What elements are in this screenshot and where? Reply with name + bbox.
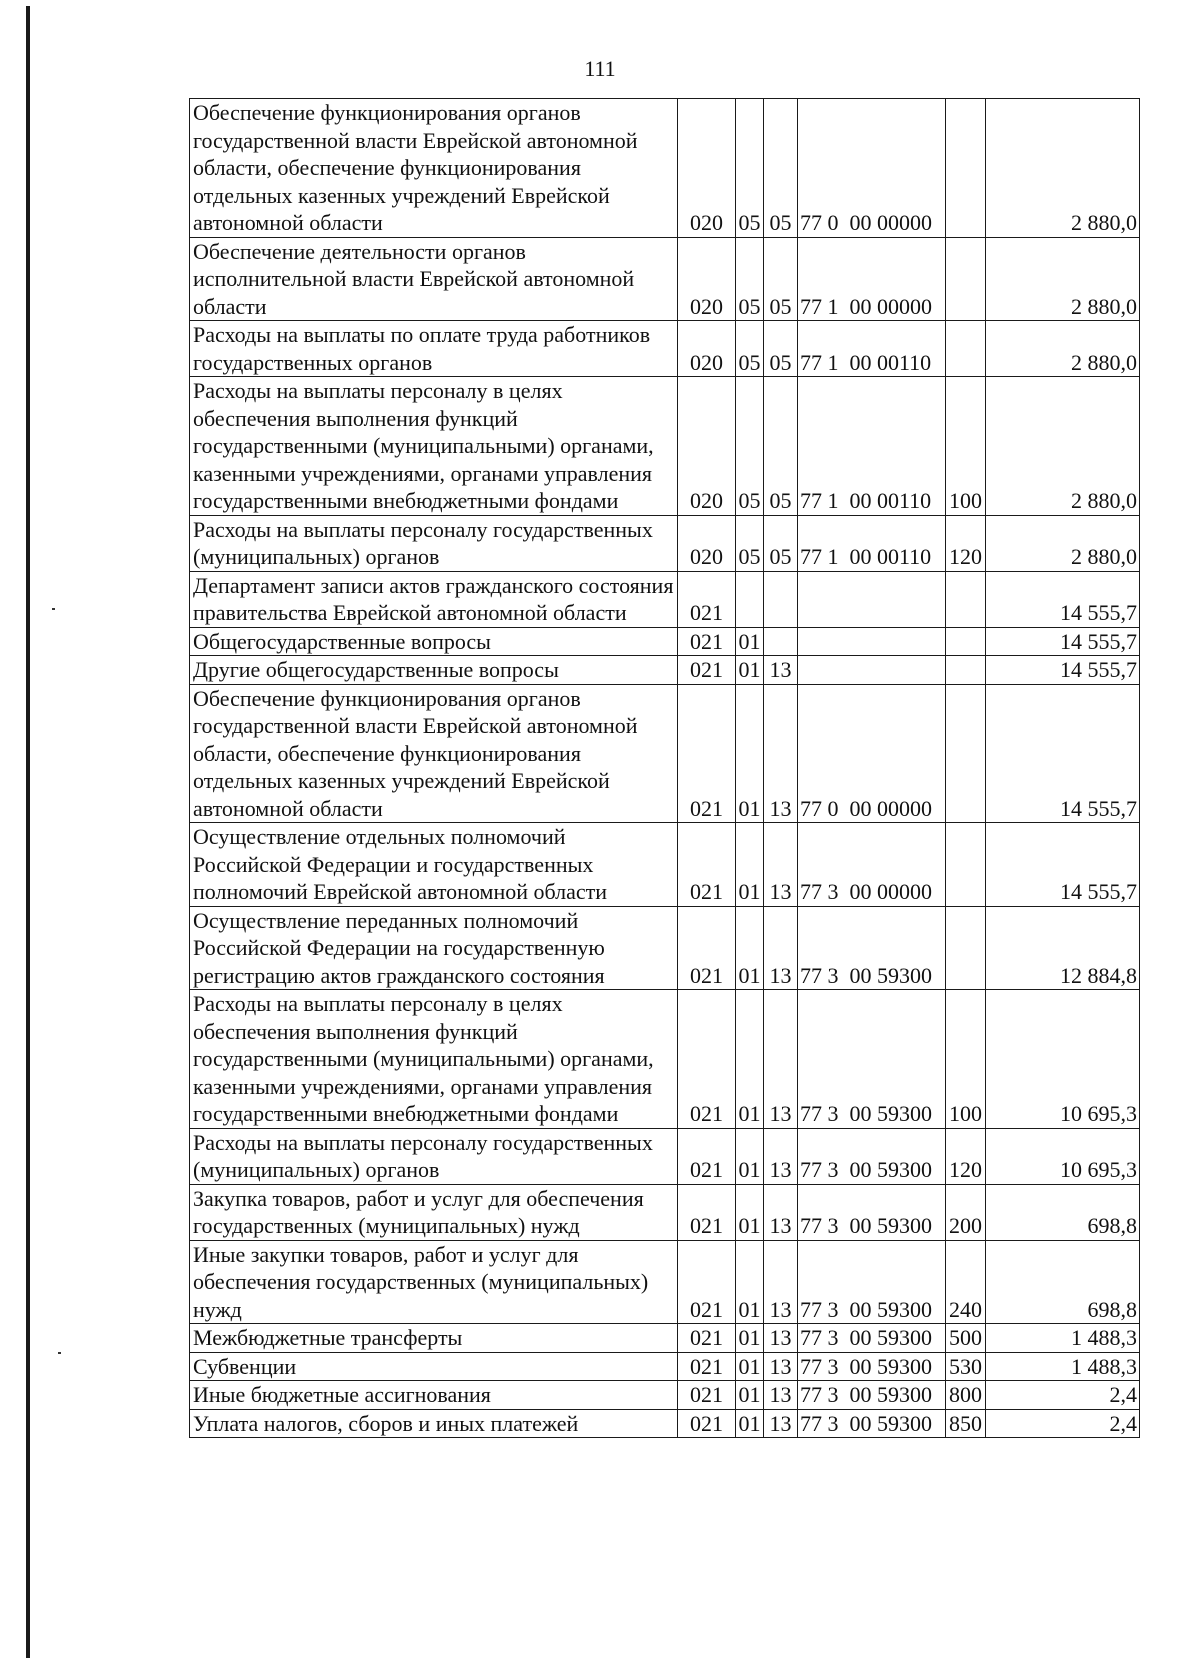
target-article-cell: 77 3 00 59300 bbox=[798, 1409, 946, 1438]
expense-type-cell bbox=[946, 627, 986, 656]
section-code-cell: 01 bbox=[736, 684, 764, 823]
row-name-cell: Обеспечение функционирования органов государственной власти Еврейской автономной области, обеспечение функционирования отдельных казенных учреждений Еврейской автономной области bbox=[190, 684, 678, 823]
expense-type-cell: 120 bbox=[946, 1128, 986, 1184]
subsection-code-cell: 05 bbox=[764, 99, 798, 238]
expense-type-cell bbox=[946, 99, 986, 238]
target-article-cell: 77 0 00 00000 bbox=[798, 684, 946, 823]
target-article-cell: 77 3 00 59300 bbox=[798, 1381, 946, 1410]
table-row bbox=[190, 1324, 1140, 1353]
subsection-code-cell: 13 bbox=[764, 656, 798, 685]
row-name-cell: Другие общегосударственные вопросы bbox=[190, 656, 678, 685]
budget-table-body bbox=[190, 99, 1140, 1438]
amount-cell: 14 555,7 bbox=[986, 684, 1140, 823]
subsection-code-cell: 13 bbox=[764, 823, 798, 907]
amount-cell: 14 555,7 bbox=[986, 627, 1140, 656]
ministry-code-cell: 021 bbox=[678, 823, 736, 907]
ministry-code-cell: 020 bbox=[678, 237, 736, 321]
amount-cell: 14 555,7 bbox=[986, 823, 1140, 907]
subsection-code-cell bbox=[764, 627, 798, 656]
amount-cell: 2 880,0 bbox=[986, 515, 1140, 571]
ministry-code-cell: 021 bbox=[678, 684, 736, 823]
expense-type-cell: 100 bbox=[946, 990, 986, 1129]
subsection-code-cell: 13 bbox=[764, 1324, 798, 1353]
expense-type-cell bbox=[946, 823, 986, 907]
subsection-code-cell: 05 bbox=[764, 321, 798, 377]
target-article-cell: 77 3 00 59300 bbox=[798, 1324, 946, 1353]
table-row bbox=[190, 684, 1140, 823]
scan-speck bbox=[58, 1352, 61, 1354]
amount-cell: 2 880,0 bbox=[986, 321, 1140, 377]
ministry-code-cell: 021 bbox=[678, 1381, 736, 1410]
scan-speck bbox=[52, 608, 55, 610]
subsection-code-cell: 05 bbox=[764, 515, 798, 571]
expense-type-cell bbox=[946, 237, 986, 321]
amount-cell: 698,8 bbox=[986, 1184, 1140, 1240]
subsection-code-cell bbox=[764, 571, 798, 627]
section-code-cell: 05 bbox=[736, 237, 764, 321]
ministry-code-cell: 021 bbox=[678, 1240, 736, 1324]
page-number: 111 bbox=[584, 56, 616, 81]
section-code-cell: 01 bbox=[736, 1381, 764, 1410]
amount-cell: 1 488,3 bbox=[986, 1352, 1140, 1381]
table-row bbox=[190, 823, 1140, 907]
target-article-cell: 77 3 00 59300 bbox=[798, 1128, 946, 1184]
ministry-code-cell: 021 bbox=[678, 1352, 736, 1381]
row-name-cell: Расходы на выплаты персоналу государственных (муниципальных) органов bbox=[190, 1128, 678, 1184]
section-code-cell: 05 bbox=[736, 515, 764, 571]
amount-cell: 2 880,0 bbox=[986, 377, 1140, 516]
row-name-cell: Межбюджетные трансферты bbox=[190, 1324, 678, 1353]
row-name-cell: Осуществление отдельных полномочий Российской Федерации и государственных полномочий Еврейской автономной области bbox=[190, 823, 678, 907]
subsection-code-cell: 13 bbox=[764, 1240, 798, 1324]
amount-cell: 10 695,3 bbox=[986, 990, 1140, 1129]
expense-type-cell bbox=[946, 684, 986, 823]
subsection-code-cell: 05 bbox=[764, 237, 798, 321]
expense-type-cell: 200 bbox=[946, 1184, 986, 1240]
subsection-code-cell: 13 bbox=[764, 684, 798, 823]
target-article-cell: 77 3 00 00000 bbox=[798, 823, 946, 907]
expense-type-cell bbox=[946, 906, 986, 990]
target-article-cell bbox=[798, 656, 946, 685]
subsection-code-cell: 13 bbox=[764, 1128, 798, 1184]
expense-type-cell: 240 bbox=[946, 1240, 986, 1324]
row-name-cell: Уплата налогов, сборов и иных платежей bbox=[190, 1409, 678, 1438]
expense-type-cell bbox=[946, 321, 986, 377]
target-article-cell: 77 3 00 59300 bbox=[798, 1184, 946, 1240]
ministry-code-cell: 020 bbox=[678, 515, 736, 571]
amount-cell: 2,4 bbox=[986, 1381, 1140, 1410]
target-article-cell bbox=[798, 627, 946, 656]
section-code-cell: 01 bbox=[736, 990, 764, 1129]
row-name-cell: Общегосударственные вопросы bbox=[190, 627, 678, 656]
target-article-cell: 77 1 00 00110 bbox=[798, 321, 946, 377]
binding-margin-line bbox=[26, 6, 30, 1658]
row-name-cell: Расходы на выплаты по оплате труда работников государственных органов bbox=[190, 321, 678, 377]
amount-cell: 2 880,0 bbox=[986, 237, 1140, 321]
section-code-cell: 01 bbox=[736, 1184, 764, 1240]
amount-cell: 2 880,0 bbox=[986, 99, 1140, 238]
ministry-code-cell: 021 bbox=[678, 1184, 736, 1240]
section-code-cell: 01 bbox=[736, 1409, 764, 1438]
amount-cell: 1 488,3 bbox=[986, 1324, 1140, 1353]
subsection-code-cell: 13 bbox=[764, 1409, 798, 1438]
target-article-cell: 77 1 00 00110 bbox=[798, 377, 946, 516]
row-name-cell: Департамент записи актов гражданского состояния правительства Еврейской автономной области bbox=[190, 571, 678, 627]
amount-cell: 10 695,3 bbox=[986, 1128, 1140, 1184]
section-code-cell: 01 bbox=[736, 823, 764, 907]
section-code-cell: 01 bbox=[736, 1352, 764, 1381]
subsection-code-cell: 13 bbox=[764, 1381, 798, 1410]
subsection-code-cell: 13 bbox=[764, 1184, 798, 1240]
target-article-cell: 77 3 00 59300 bbox=[798, 990, 946, 1129]
expense-type-cell: 530 bbox=[946, 1352, 986, 1381]
ministry-code-cell: 021 bbox=[678, 1409, 736, 1438]
amount-cell: 2,4 bbox=[986, 1409, 1140, 1438]
target-article-cell: 77 1 00 00000 bbox=[798, 237, 946, 321]
section-code-cell: 01 bbox=[736, 906, 764, 990]
expense-type-cell: 800 bbox=[946, 1381, 986, 1410]
table-row bbox=[190, 990, 1140, 1129]
ministry-code-cell: 020 bbox=[678, 321, 736, 377]
row-name-cell: Расходы на выплаты персоналу в целях обеспечения выполнения функций государственными (муниципальными) органами, казенными учреждениями, органами управления государственными внебюджетными фондами bbox=[190, 377, 678, 516]
expense-type-cell bbox=[946, 571, 986, 627]
ministry-code-cell: 021 bbox=[678, 990, 736, 1129]
ministry-code-cell: 021 bbox=[678, 627, 736, 656]
table-row bbox=[190, 237, 1140, 321]
section-code-cell: 05 bbox=[736, 99, 764, 238]
section-code-cell: 01 bbox=[736, 1240, 764, 1324]
table-row bbox=[190, 656, 1140, 685]
target-article-cell: 77 0 00 00000 bbox=[798, 99, 946, 238]
amount-cell: 698,8 bbox=[986, 1240, 1140, 1324]
target-article-cell bbox=[798, 571, 946, 627]
expense-type-cell bbox=[946, 656, 986, 685]
budget-table bbox=[189, 98, 1140, 1438]
row-name-cell: Осуществление переданных полномочий Российской Федерации на государственную регистрацию актов гражданского состояния bbox=[190, 906, 678, 990]
table-row bbox=[190, 1240, 1140, 1324]
row-name-cell: Иные закупки товаров, работ и услуг для обеспечения государственных (муниципальных) нужд bbox=[190, 1240, 678, 1324]
expense-type-cell: 850 bbox=[946, 1409, 986, 1438]
table-row bbox=[190, 1184, 1140, 1240]
ministry-code-cell: 021 bbox=[678, 906, 736, 990]
ministry-code-cell: 021 bbox=[678, 656, 736, 685]
amount-cell: 14 555,7 bbox=[986, 656, 1140, 685]
section-code-cell: 05 bbox=[736, 377, 764, 516]
subsection-code-cell: 05 bbox=[764, 377, 798, 516]
table-row bbox=[190, 1409, 1140, 1438]
subsection-code-cell: 13 bbox=[764, 990, 798, 1129]
amount-cell: 12 884,8 bbox=[986, 906, 1140, 990]
target-article-cell: 77 3 00 59300 bbox=[798, 906, 946, 990]
section-code-cell bbox=[736, 571, 764, 627]
table-row bbox=[190, 321, 1140, 377]
ministry-code-cell: 021 bbox=[678, 1324, 736, 1353]
table-row bbox=[190, 377, 1140, 516]
ministry-code-cell: 021 bbox=[678, 571, 736, 627]
row-name-cell: Расходы на выплаты персоналу в целях обеспечения выполнения функций государственными (муниципальными) органами, казенными учреждениями, органами управления государственными внебюджетными фондами bbox=[190, 990, 678, 1129]
subsection-code-cell: 13 bbox=[764, 1352, 798, 1381]
target-article-cell: 77 3 00 59300 bbox=[798, 1240, 946, 1324]
section-code-cell: 01 bbox=[736, 1324, 764, 1353]
row-name-cell: Субвенции bbox=[190, 1352, 678, 1381]
ministry-code-cell: 021 bbox=[678, 1128, 736, 1184]
section-code-cell: 05 bbox=[736, 321, 764, 377]
table-row bbox=[190, 1381, 1140, 1410]
subsection-code-cell: 13 bbox=[764, 906, 798, 990]
row-name-cell: Обеспечение деятельности органов исполнительной власти Еврейской автономной области bbox=[190, 237, 678, 321]
table-row bbox=[190, 99, 1140, 238]
amount-cell: 14 555,7 bbox=[986, 571, 1140, 627]
ministry-code-cell: 020 bbox=[678, 99, 736, 238]
expense-type-cell: 500 bbox=[946, 1324, 986, 1353]
expense-type-cell: 100 bbox=[946, 377, 986, 516]
table-row bbox=[190, 627, 1140, 656]
section-code-cell: 01 bbox=[736, 627, 764, 656]
row-name-cell: Расходы на выплаты персоналу государственных (муниципальных) органов bbox=[190, 515, 678, 571]
table-row bbox=[190, 571, 1140, 627]
expense-type-cell: 120 bbox=[946, 515, 986, 571]
table-row bbox=[190, 1128, 1140, 1184]
section-code-cell: 01 bbox=[736, 1128, 764, 1184]
row-name-cell: Иные бюджетные ассигнования bbox=[190, 1381, 678, 1410]
table-row bbox=[190, 515, 1140, 571]
ministry-code-cell: 020 bbox=[678, 377, 736, 516]
target-article-cell: 77 1 00 00110 bbox=[798, 515, 946, 571]
row-name-cell: Закупка товаров, работ и услуг для обеспечения государственных (муниципальных) нужд bbox=[190, 1184, 678, 1240]
table-row bbox=[190, 906, 1140, 990]
section-code-cell: 01 bbox=[736, 656, 764, 685]
table-row bbox=[190, 1352, 1140, 1381]
row-name-cell: Обеспечение функционирования органов государственной власти Еврейской автономной области, обеспечение функционирования отдельных казенных учреждений Еврейской автономной области bbox=[190, 99, 678, 238]
target-article-cell: 77 3 00 59300 bbox=[798, 1352, 946, 1381]
